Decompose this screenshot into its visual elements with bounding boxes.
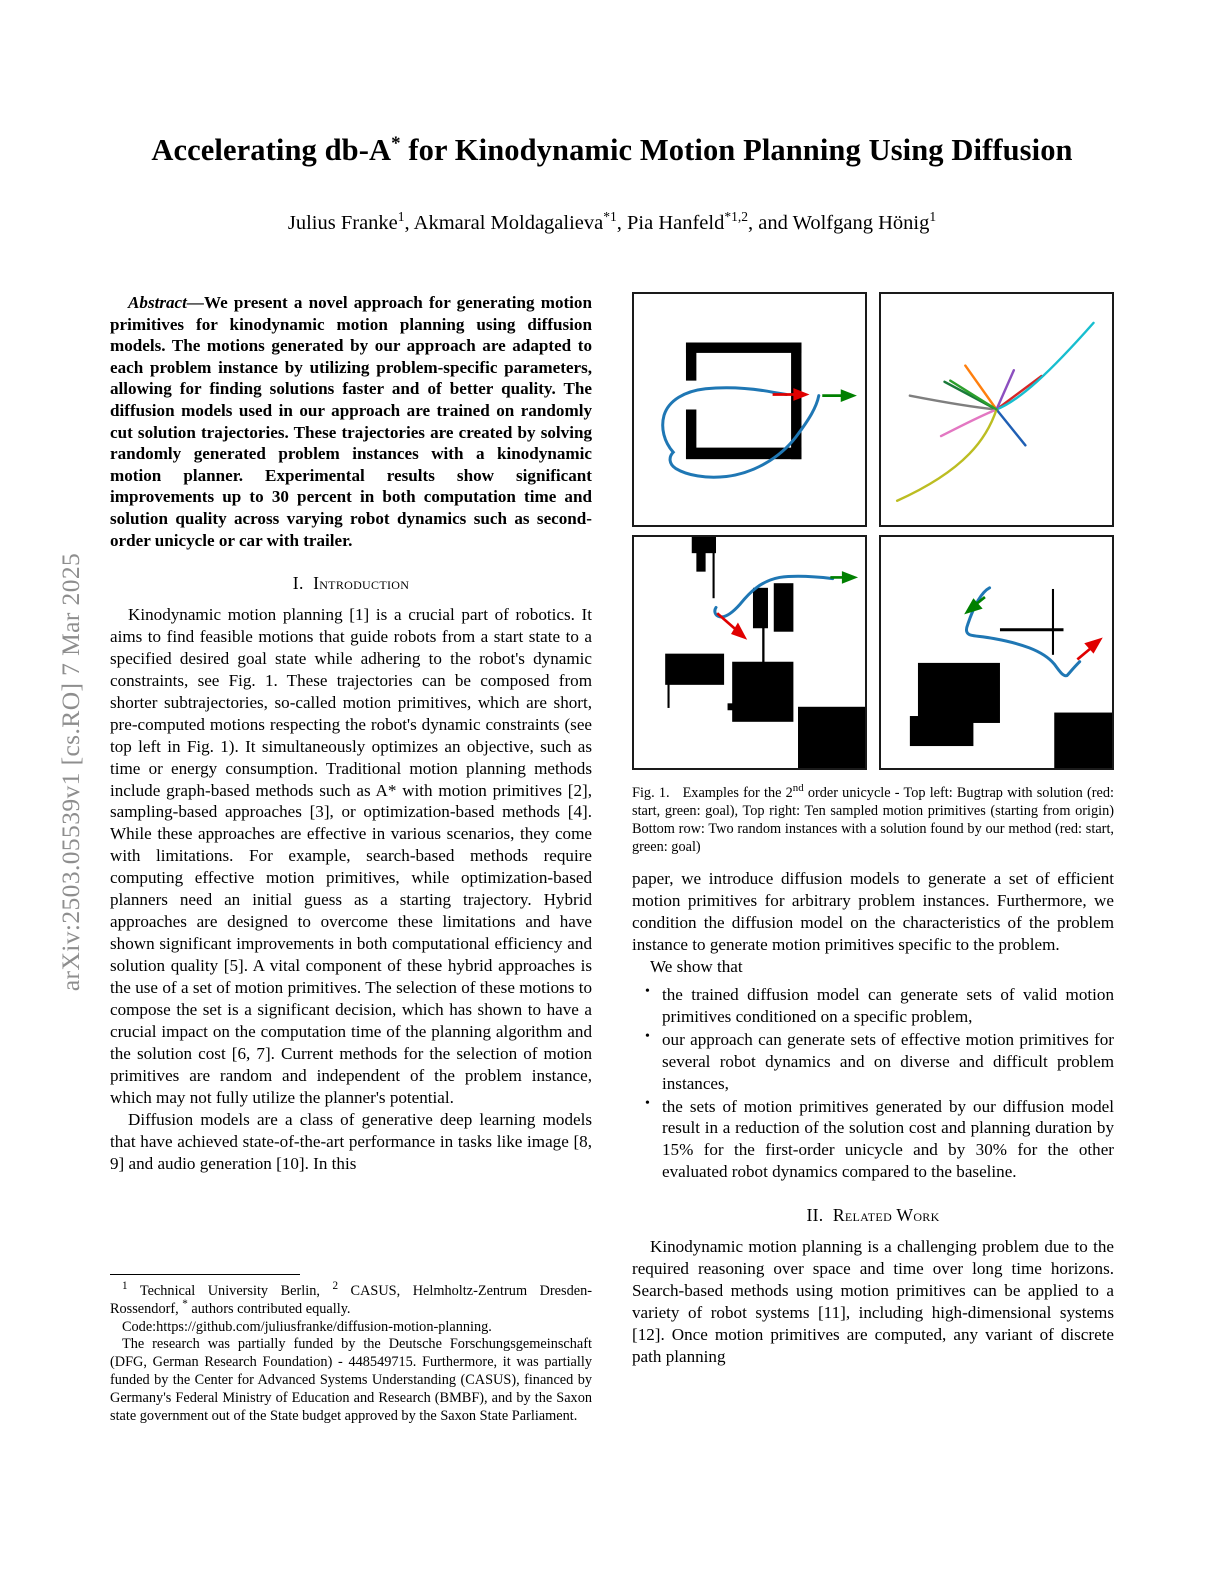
figure-1 — [632, 292, 1114, 856]
obstacles — [665, 537, 865, 768]
primitive-cyan — [997, 323, 1094, 410]
footnote-funding: The research was partially funded by the Deutsche Forschungsgemeinschaft (DFG, German Research Foundation) - 448549715. Furthermore, it was partially funded by the Center for Advanced Systems Understanding (CASUS), financed by Germany's Federal Ministry of Education and Research (BMBF), and by the Saxon state government out of the State budget approved by the Saxon State Parliament. — [110, 1336, 592, 1424]
figure-caption-part-b: order unicycle - Top left: Bugtrap with solution (red: start, green: goal), Top right: Ten sampled motion primitives (starting from origin) Bottom row: Two random instances with a solution found by our method (red: start, green: goal) — [632, 785, 1114, 855]
footnote-code-link[interactable]: Code:https://github.com/juliusfranke/diffusion-motion-planning. — [122, 1318, 492, 1335]
footnote-marker-star: * — [182, 1298, 188, 1311]
goal-arrow-green — [822, 389, 857, 402]
list-item: • the sets of motion primitives generated by our diffusion model result in a reduction of the solution cost and planning duration by 15% for the first-order unicycle and by 30% for the other evaluated robot dynamics compared to the baseline. — [662, 1096, 1114, 1184]
primitive-orange — [965, 366, 996, 410]
random-instance-two-diagram — [881, 537, 1112, 768]
list-item: • the trained diffusion model can generate sets of valid motion primitives conditioned on a specific problem, — [662, 984, 1114, 1028]
section-heading-introduction — [110, 572, 592, 595]
intro-paragraph-1: Kinodynamic motion planning [1] is a crucial part of robotics. It aims to find feasible motions that guide robots from a start state to a specified desired goal state while adhering to the robot's dynamic constraints, see Fig. 1. These trajectories can be composed from shorter subtrajectories, so-called motion primitives, which are short, pre-computed motions respecting the robot's dynamic constraints (see top left in Fig. 1). It simultaneously optimizes an objective, such as time or energy consumption. Traditional motion planning methods include graph-based methods such as A* with motion primitives [2], sampling-based approaches [3], or optimization-based methods [4]. While these approaches are effective in various scenarios, they come with limitations. For example, search-based methods require computing effective motion primitives, while optimization-based planners need an initial guess as a starting trajectory. Hybrid approaches are designed to overcome these limitations and have shown significant improvements in both computational efficiency and solution quality [5]. A vital component of these hybrid approaches is the use of a set of motion primitives. The selection of these motions to compose the set is a significant decision, which has shown to have a crucial impact on the computation time of the planning algorithm and the solution cost [6, 7]. Current methods for the selection of motion primitives are random and independent of the problem instance, which may not fully utilize the planner's potential. — [110, 604, 592, 1107]
goal-arrow-green — [830, 571, 858, 584]
section-title: Related Work — [832, 1205, 940, 1226]
list-item: • our approach can generate sets of effective motion primitives for several robot dynamics and on diverse and difficult problem instances, — [662, 1029, 1114, 1095]
page-title — [96, 132, 1128, 169]
figure-panel-grid — [632, 292, 1114, 770]
panel-random-instance-one — [632, 535, 867, 770]
figure-caption — [632, 784, 1114, 856]
abstract-lead: Abstract— — [128, 293, 204, 312]
primitive-olive — [897, 410, 996, 501]
title-star: * — [391, 132, 401, 154]
start-arrow-red — [717, 613, 747, 640]
title-part-two: for Kinodynamic Motion Planning Using Diffusion — [400, 133, 1073, 167]
panel-sampled-motion-primitives — [879, 292, 1114, 527]
section-title: Introduction — [313, 573, 410, 594]
footnotes — [110, 1280, 592, 1425]
right-column — [632, 868, 1114, 1368]
bugtrap-diagram — [634, 294, 865, 525]
intro-paragraph-2-continued: paper, we introduce diffusion models to generate a set of efficient motion primitives for arbitrary problem instances. Furthermore, we condition the diffusion model on the characteristics of the problem instance to generate motion primitives specific to the problem. — [632, 869, 1114, 954]
footnote-affiliation-2: CASUS, Helmholtz-Zentrum Dresden-Rossendorf, — [110, 1283, 592, 1317]
author-3-affiliation: *1,2 — [724, 209, 749, 225]
footnote-affiliations — [110, 1280, 592, 1319]
we-show-that-lead: We show that — [650, 956, 743, 976]
abstract — [110, 292, 592, 551]
title-part-one: Accelerating db-A — [151, 133, 392, 167]
related-work-paragraph-1: Kinodynamic motion planning is a challenging problem due to the required reasoning over space and time over long time horizons. Search-based methods using motion primitives can be applied to a variety of robot systems [11], including high-dimensional systems [12]. Once motion primitives are computed, any variant of discrete path planning — [632, 1236, 1114, 1366]
author-1-affiliation: 1 — [397, 209, 405, 225]
obstacles — [910, 589, 1112, 768]
section-heading-related-work — [632, 1204, 1114, 1227]
footnote-affiliation-1: Technical University Berlin, — [127, 1283, 333, 1299]
contributions-list — [632, 984, 1114, 1184]
author-1-name: Julius Franke — [287, 212, 398, 235]
figure-caption-ordinal: nd — [792, 782, 804, 795]
section-numeral: II. — [806, 1205, 824, 1226]
author-2-name: Akmaral Moldagalieva — [413, 212, 604, 235]
bugtrap-obstacle — [686, 343, 802, 460]
panel-bugtrap-with-solution — [632, 292, 867, 527]
author-list — [96, 210, 1128, 237]
section-numeral: I. — [292, 573, 304, 594]
abstract-text: We present a novel approach for generating motion primitives for kinodynamic motion planning using diffusion models. The motions generated by our approach are adapted to each problem instance by utilizing problem-specific parameters, allowing for finding solutions faster and of better quality. The diffusion models used in our approach are trained on randomly cut solution trajectories. These trajectories are created by solving randomly generated problem instances with a kinodynamic motion planner. Experimental results show significant improvements up to 30 percent in both computation time and solution quality across varying robot dynamics such as second-order unicycle or car with trailer. — [110, 293, 592, 550]
arxiv-stamp: arXiv:2503.05539v1 [cs.RO] 7 Mar 2025 — [56, 552, 85, 992]
goal-arrow-green — [964, 597, 985, 614]
intro-paragraph-2: Diffusion models are a class of generative deep learning models that have achieved state-of-the-art performance in tasks like image [8, 9] and audio generation [10]. In this — [110, 1109, 592, 1173]
primitive-pink — [941, 410, 996, 437]
author-separator-3: , and — [748, 212, 793, 235]
author-4-affiliation: 1 — [929, 209, 937, 225]
footnote-marker-1: 1 — [122, 1280, 128, 1293]
figure-label: Fig. 1. — [632, 785, 670, 801]
footnote-divider — [110, 1274, 300, 1275]
start-arrow-red — [773, 388, 810, 401]
primitive-blue — [997, 410, 1026, 446]
random-instance-one-diagram — [634, 537, 865, 768]
footnote-marker-2: 2 — [332, 1280, 339, 1293]
author-4-name: Wolfgang Hönig — [792, 212, 930, 235]
title-block — [96, 132, 1128, 237]
author-2-affiliation: *1 — [603, 209, 617, 225]
author-separator-2: , — [616, 212, 627, 235]
footnote-equal-contribution: authors contributed equally. — [187, 1300, 351, 1317]
panel-random-instance-two — [879, 535, 1114, 770]
start-arrow-red — [1077, 637, 1102, 659]
left-column — [110, 292, 592, 1175]
author-separator-1: , — [404, 212, 414, 235]
figure-caption-part-a: Examples for the 2 — [682, 785, 793, 801]
motion-primitives-diagram — [881, 294, 1112, 525]
author-3-name: Pia Hanfeld — [627, 212, 725, 235]
solution-trajectory — [966, 588, 1079, 676]
